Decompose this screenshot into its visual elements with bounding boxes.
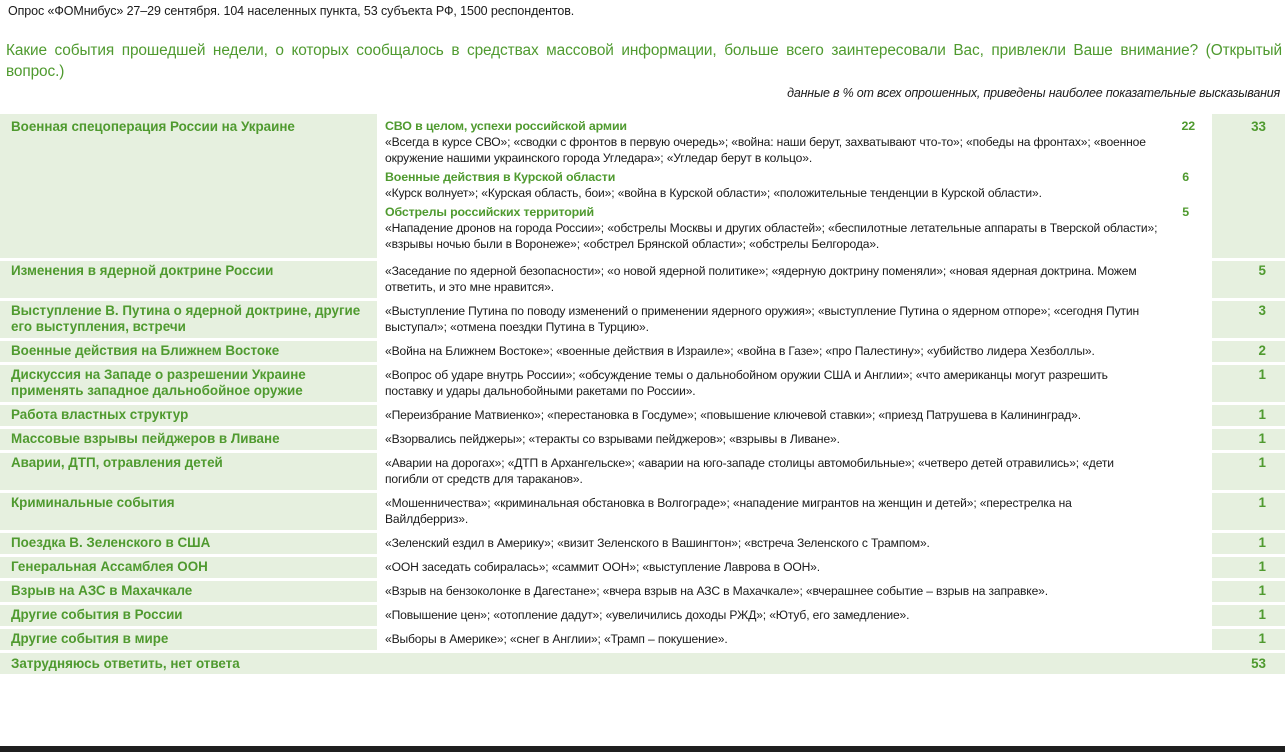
row-total: 53 bbox=[1212, 653, 1285, 674]
subtopic-quotes: «Нападение дронов на города России»; «обстрелы Москвы и других областей»; «беспилотные летательные аппараты в Тверской области»; «взрывы ночью были в Воронеже»; «обстрел Брянской области»; «обстрелы Белгорода». bbox=[385, 221, 1158, 251]
table-row bbox=[0, 261, 1285, 301]
subtopic-header: Обстрелы российских территорий 5 bbox=[385, 205, 1189, 219]
table-row bbox=[0, 429, 1285, 453]
table-row bbox=[0, 365, 1285, 405]
topic-label: Другие события в мире bbox=[0, 629, 377, 653]
table-row bbox=[0, 453, 1285, 493]
table-row bbox=[0, 605, 1285, 629]
data-note: данные в % от всех опрошенных, приведены наиболее показательные высказывания bbox=[787, 86, 1280, 100]
table-row bbox=[0, 493, 1285, 533]
table-row bbox=[0, 341, 1285, 365]
table-row bbox=[0, 114, 1285, 261]
quotes-cell: «Взорвались пейджеры»; «теракты со взрывами пейджеров»; «взрывы в Ливане». bbox=[381, 429, 1209, 453]
row-total: 1 bbox=[1212, 405, 1285, 429]
topic-label: Дискуссия на Западе о разрешении Украине применять западное дальнобойное оружие bbox=[0, 365, 377, 405]
table-row bbox=[0, 629, 1285, 653]
table-row bbox=[0, 405, 1285, 429]
quotes-cell: «Выборы в Америке»; «снег в Англии»; «Трамп – покушение». bbox=[381, 629, 1209, 653]
survey-source: Опрос «ФОМнибус» 27–29 сентября. 104 населенных пункта, 53 субъекта РФ, 1500 респондентов. bbox=[8, 4, 575, 18]
quotes-cell: «Взрыв на бензоколонке в Дагестане»; «вчера взрыв на АЗС в Махачкале»; «вчерашнее событие – взрыв на заправке». bbox=[381, 581, 1209, 605]
quotes-cell: «Заседание по ядерной безопасности»; «о новой ядерной политике»; «ядерную доктрину поменяли»; «новая ядерная доктрина. Можем ответить, и это мне нравится». bbox=[381, 261, 1209, 301]
topic-label: Аварии, ДТП, отравления детей bbox=[0, 453, 377, 493]
subtopic-quotes: «Всегда в курсе СВО»; «сводки с фронтов в первую очередь»; «война: наши берут, захватывают что-то»; «победы на фронтах»; «военное окружение нашими украинского города Угледара»; «Угледар берут в кольцо». bbox=[385, 135, 1146, 165]
row-total: 1 bbox=[1212, 429, 1285, 453]
question-title: Какие события прошедшей недели, о которых сообщалось в средствах массовой информации, больше всего заинтересовали Вас, привлекли Ваше внимание? (Открытый вопрос.) bbox=[6, 42, 1282, 80]
row-total: 5 bbox=[1212, 261, 1285, 301]
topic-label: Генеральная Ассамблея ООН bbox=[0, 557, 377, 581]
subtopic-quotes: «Курск волнует»; «Курская область, бои»; «война в Курской области»; «положительные тенденции в Курской области». bbox=[385, 186, 1042, 200]
topic-label: Другие события в России bbox=[0, 605, 377, 629]
topic-label: Работа властных структур bbox=[0, 405, 377, 429]
topic-label: Военные действия на Ближнем Востоке bbox=[0, 341, 377, 365]
quotes-cell: «Аварии на дорогах»; «ДТП в Архангельске»; «аварии на юго-западе столицы автомобильные»; «четверо детей отравились»; «дети погибли от средств для тараканов». bbox=[381, 453, 1209, 493]
quotes-cell: «Выступление Путина по поводу изменений о применении ядерного оружия»; «выступление Путина о ядерном отпоре»; «сегодня Путин выступал»; «отмена поездки Путина в Турцию». bbox=[381, 301, 1209, 341]
topic-label: Изменения в ядерной доктрине России bbox=[0, 261, 377, 301]
quotes-cell: «Мошенничества»; «криминальная обстановка в Волгограде»; «нападение мигрантов на женщин и детей»; «перестрелка на Вайлдберриз». bbox=[381, 493, 1209, 533]
table-row bbox=[0, 301, 1285, 341]
table-row-no-answer bbox=[0, 653, 1285, 674]
row-total: 1 bbox=[1212, 453, 1285, 493]
table-row bbox=[0, 533, 1285, 557]
topic-label: Поездка В. Зеленского в США bbox=[0, 533, 377, 557]
quotes-cell: «Переизбрание Матвиенко»; «перестановка в Госдуме»; «повышение ключевой ставки»; «приезд Патрушева в Калининград». bbox=[381, 405, 1209, 429]
quotes-cell: «Война на Ближнем Востоке»; «военные действия в Израиле»; «война в Газе»; «про Палестину»; «убийство лидера Хезболлы». bbox=[381, 341, 1209, 365]
row-total: 2 bbox=[1212, 341, 1285, 365]
row-total: 1 bbox=[1212, 629, 1285, 653]
topic-label: Выступление В. Путина о ядерной доктрине, другие его выступления, встречи bbox=[0, 301, 377, 341]
row-total: 1 bbox=[1212, 581, 1285, 605]
quotes-cell: «Повышение цен»; «отопление дадут»; «увеличились доходы РЖД»; «Ютуб, его замедление». bbox=[381, 605, 1209, 629]
row-total: 1 bbox=[1212, 533, 1285, 557]
topic-label: Затрудняюсь ответить, нет ответа bbox=[0, 653, 1209, 674]
row-total: 1 bbox=[1212, 493, 1285, 533]
topic-label: Криминальные события bbox=[0, 493, 377, 533]
topic-label: Массовые взрывы пейджеров в Ливане bbox=[0, 429, 377, 453]
quotes-cell: «Зеленский ездил в Америку»; «визит Зеленского в Вашингтон»; «встреча Зеленского с Трампом». bbox=[381, 533, 1209, 557]
topic-label: Взрыв на АЗС в Махачкале bbox=[0, 581, 377, 605]
subtopic-header: Военные действия в Курской области 6 bbox=[385, 170, 1189, 184]
quotes-cell: «Вопрос об ударе внутрь России»; «обсуждение темы о дальнобойном оружии США и Англии»; «что американцы могут разрешить поставку и удары дальнобойными ракетами по России». bbox=[381, 365, 1209, 405]
subtopic-header: СВО в целом, успехи российской армии 22 bbox=[385, 119, 1195, 133]
subtopics-cell bbox=[381, 114, 1209, 261]
quotes-cell: «ООН заседать собиралась»; «саммит ООН»; «выступление Лаврова в ООН». bbox=[381, 557, 1209, 581]
table-row bbox=[0, 581, 1285, 605]
row-total: 1 bbox=[1212, 557, 1285, 581]
row-total: 1 bbox=[1212, 365, 1285, 405]
row-total: 3 bbox=[1212, 301, 1285, 341]
row-total: 1 bbox=[1212, 605, 1285, 629]
bottom-bar bbox=[0, 746, 1285, 752]
table-row bbox=[0, 557, 1285, 581]
row-total: 33 bbox=[1212, 114, 1285, 261]
results-table bbox=[0, 114, 1285, 674]
topic-label: Военная спецоперация России на Украине bbox=[0, 114, 377, 261]
